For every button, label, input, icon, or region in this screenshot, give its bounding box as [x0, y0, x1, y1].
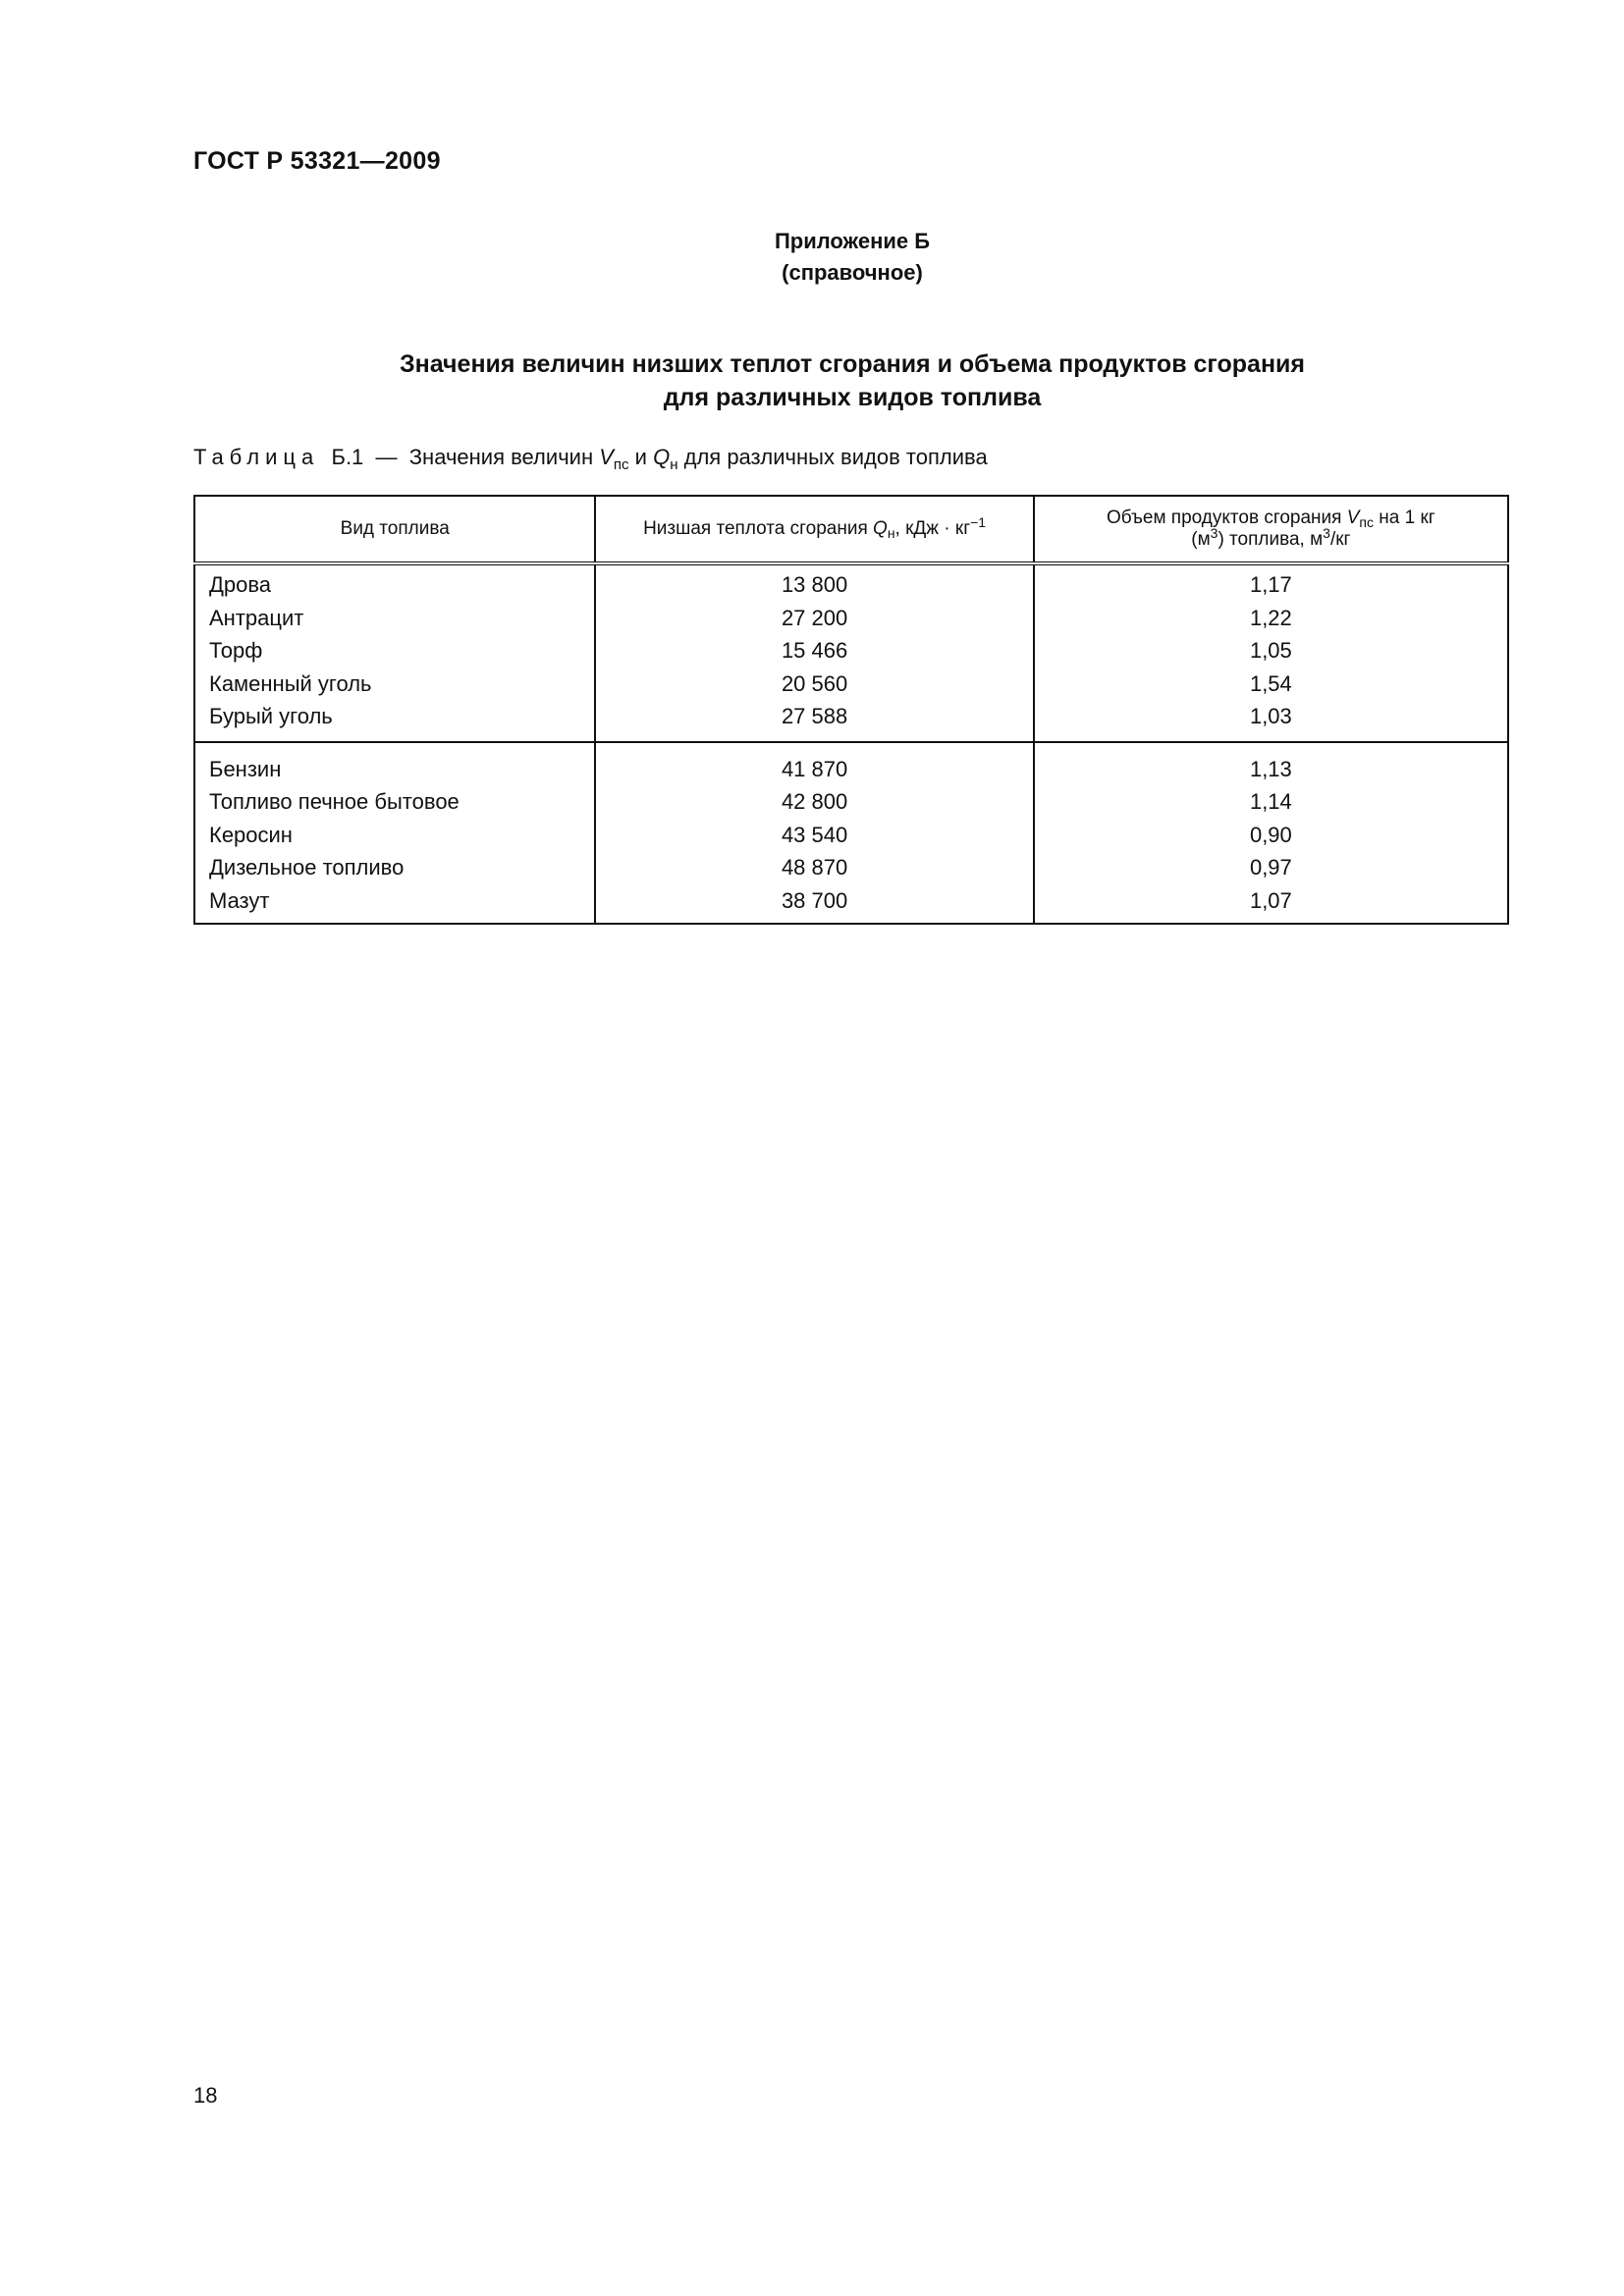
- symbol-q-subscript: н: [670, 456, 678, 473]
- cell-heat: 27 588: [595, 700, 1033, 742]
- appendix-title: Приложение Б: [774, 229, 931, 253]
- header-heat-unit-sup: −1: [970, 514, 987, 530]
- table-row: [194, 700, 1508, 742]
- header-fuel-type-label: Вид топлива: [340, 518, 450, 539]
- cell-fuel: Керосин: [194, 819, 595, 852]
- cell-fuel: Антрацит: [194, 602, 595, 635]
- table-row: [194, 785, 1508, 819]
- table-row: [194, 563, 1508, 602]
- table-caption: [193, 442, 988, 473]
- cell-fuel: Торф: [194, 634, 595, 667]
- cell-volume: 1,03: [1034, 700, 1508, 742]
- cell-fuel: Бурый уголь: [194, 700, 595, 742]
- table-row: [194, 742, 1508, 786]
- table-row: [194, 667, 1508, 701]
- cell-fuel: Топливо печное бытовое: [194, 785, 595, 819]
- table-caption-number: Б.1: [331, 445, 364, 469]
- cell-fuel: Дрова: [194, 563, 595, 602]
- header-volume-symbol-sub: пс: [1359, 514, 1375, 530]
- appendix-kind: (справочное): [782, 260, 923, 285]
- header-heat-unit: , кДж · кг: [894, 518, 971, 539]
- cell-fuel: Каменный уголь: [194, 667, 595, 701]
- cell-heat: 20 560: [595, 667, 1033, 701]
- page-number: 18: [193, 2083, 218, 2108]
- cell-heat: 42 800: [595, 785, 1033, 819]
- table-caption-prefix: Таблица: [193, 445, 320, 469]
- header-heat-text: Низшая теплота сгорания: [643, 518, 868, 539]
- fuel-table: [193, 495, 1509, 925]
- section-heading-line-2: для различных видов топлива: [663, 384, 1042, 411]
- header-volume-text: Объем продуктов сгорания: [1106, 507, 1342, 528]
- cell-heat: 43 540: [595, 819, 1033, 852]
- table-row: [194, 602, 1508, 635]
- cell-heat: 41 870: [595, 742, 1033, 786]
- cell-volume: 1,14: [1034, 785, 1508, 819]
- cell-volume: 0,97: [1034, 851, 1508, 884]
- cell-volume: 1,17: [1034, 563, 1508, 602]
- header-volume: [1034, 496, 1508, 563]
- header-volume-text-after: на 1 кг: [1379, 507, 1435, 528]
- table-caption-dash: —: [375, 445, 398, 469]
- symbol-v: V: [599, 445, 614, 469]
- table-row: [194, 634, 1508, 667]
- table-header-row: [194, 496, 1508, 563]
- table-caption-text-after: для различных видов топлива: [683, 445, 988, 469]
- cell-fuel: Мазут: [194, 884, 595, 925]
- section-heading-line-1: Значения величин низших теплот сгорания и объема продуктов сгорания: [399, 350, 1305, 378]
- header-volume-line2-sup2: 3: [1323, 525, 1330, 541]
- cell-volume: 1,05: [1034, 634, 1508, 667]
- cell-heat: 27 200: [595, 602, 1033, 635]
- header-heat-symbol: Q: [873, 518, 888, 539]
- cell-volume: 1,13: [1034, 742, 1508, 786]
- cell-heat: 38 700: [595, 884, 1033, 925]
- cell-fuel: Дизельное топливо: [194, 851, 595, 884]
- symbol-q: Q: [653, 445, 671, 469]
- header-heat: [595, 496, 1033, 563]
- header-volume-symbol: V: [1346, 507, 1360, 528]
- header-volume-line2-sup1: 3: [1210, 525, 1218, 541]
- table-group-solid: [194, 563, 1508, 742]
- cell-volume: 1,07: [1034, 884, 1508, 925]
- cell-heat: 13 800: [595, 563, 1033, 602]
- symbol-v-subscript: пс: [613, 456, 629, 473]
- table-row: [194, 851, 1508, 884]
- cell-volume: 1,22: [1034, 602, 1508, 635]
- header-fuel-type: [194, 496, 595, 563]
- header-heat-symbol-sub: н: [887, 525, 895, 541]
- cell-volume: 1,54: [1034, 667, 1508, 701]
- table-row: [194, 884, 1508, 925]
- header-volume-line2-b: ) топлива, м: [1218, 529, 1324, 550]
- header-volume-line2-c: /кг: [1329, 529, 1351, 550]
- header-volume-line2-a: (м: [1191, 529, 1211, 550]
- table-group-liquid: [194, 742, 1508, 925]
- document-code: ГОСТ Р 53321—2009: [193, 147, 441, 175]
- cell-volume: 0,90: [1034, 819, 1508, 852]
- cell-heat: 48 870: [595, 851, 1033, 884]
- cell-fuel: Бензин: [194, 742, 595, 786]
- table-row: [194, 819, 1508, 852]
- table-caption-text-before: Значения величин: [408, 445, 594, 469]
- cell-heat: 15 466: [595, 634, 1033, 667]
- table-caption-conj: и: [634, 445, 647, 469]
